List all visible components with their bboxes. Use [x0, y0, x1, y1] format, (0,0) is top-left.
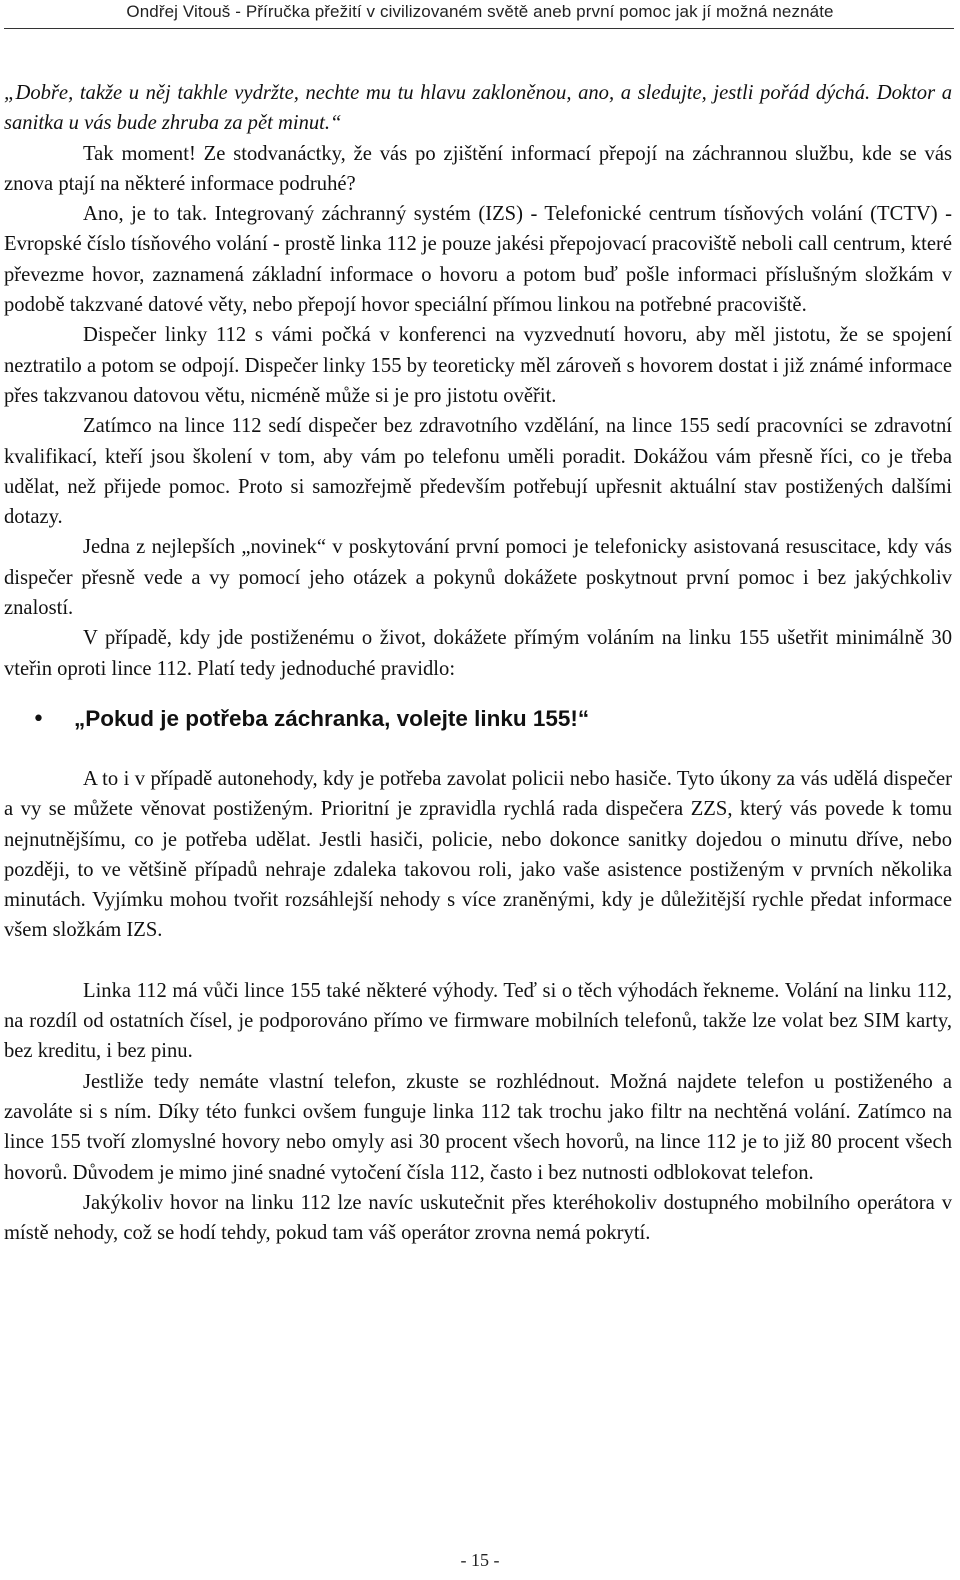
paragraph: Jakýkoliv hovor na linku 112 lze navíc uskutečnit přes kteréhokoliv dostupného mobilního operátora v místě nehody, což se hodí tehdy, pokud tam váš operátor zrovna nemá pokrytí. [4, 1191, 952, 1245]
paragraph: Zatímco na lince 112 sedí dispečer bez zdravotního vzdělání, na lince 155 sedí pracovníci se zdravotní kvalifikací, kteří jsou školení v tom, aby vám po telefonu uměli poradit. Dokážou vám přesně říci, co je třeba udělat, než přijede pomoc. Proto si samozřejmě především potřebují upřesnit aktuální stav postižených dalšími dotazy. [4, 415, 952, 529]
paragraph: V případě, kdy jde postiženému o život, dokážete přímým voláním na linku 155 ušetřit minimálně 30 vteřin oproti lince 112. Platí tedy jednoduché pravidlo: [4, 627, 952, 680]
paragraph: Ano, je to tak. Integrovaný záchranný systém (IZS) - Telefonické centrum tísňových volání (TCTV) - Evropské číslo tísňového volání - prostě linka 112 je pouze jakési přepojovací pracoviště neboli call centrum, které převezme hovor, zaznamená základní informace o hovoru a potom buď pošle informaci příslušným složkám v podobě takzvané datové věty, nebo přepojí hovor speciální přímou linkou na potřebné pracoviště. [4, 203, 952, 317]
paragraph: A to i v případě autonehody, kdy je potřeba zavolat policii nebo hasiče. Tyto úkony za vás udělá dispečer a vy se můžete věnovat postiženým. Prioritní je zpravidla rychlá rada dispečera ZZS, který vás povede k tomu nejnutnějšímu, co je potřeba udělat. Jestli hasiči, policie, nebo dokonce sanitky dojedou o minutu dříve, nebo později, to ve většině případů nehraje zdaleka takovou roli, jako vaše asistence postiženým v prvních několika minutách. Vyjímku mohou tvořit rozsáhlejší nehody s více zraněnými, kdy je důležitější rychle předat informace všem složkám IZS. [4, 767, 952, 942]
running-header: Ondřej Vitouš - Příručka přežití v civilizovaném světě aneb první pomoc jak jí možná neznáte [126, 2, 834, 21]
paragraph: Tak moment! Ze stodvanáctky, že vás po zjištění informací přepojí na záchrannou službu, kde se vás znova ptají na některé informace podruhé? [4, 142, 952, 195]
paragraph: Dispečer linky 112 s vámi počká v konferenci na vyzvednutí hovoru, aby měl jistotu, že se spojení neztratilo a potom se odpojí. Dispečer linky 155 by teoreticky měl zároveň s hovorem dostat i již známé informace přes takzvanou datovou větu, nicméně může si je pro jistotu ověřit. [4, 324, 952, 407]
rule-text: „Pokud je potřeba záchranka, volejte linku 155!“ [74, 705, 590, 731]
paragraph: Jestliže tedy nemáte vlastní telefon, zkuste se rozhlédnout. Možná najdete telefon u postiženého a zavoláte si s ním. Díky této funkci ovšem funguje linka 112 tak trochu jako filtr na nechtěná volání. Zatímco na lince 155 tvoří zlomyslné hovory nebo omyly asi 30 procent všech hovorů, na lince 112 je to již 80 procent všech hovorů. Důvodem je mimo jiné snadné vytočení čísla 112, často i bez nutnosti odblokovat telefon. [4, 1070, 952, 1184]
header-divider [4, 28, 954, 29]
paragraph: Linka 112 má vůči lince 155 také některé výhody. Teď si o těch výhodách řekneme. Volání na linku 112, na rozdíl od ostatních čísel, je podporováno přímo ve firmware mobilních telefonů, takže lze volat bez SIM karty, bez kreditu, i bez pinu. [4, 979, 952, 1063]
bullet-icon: • [32, 706, 45, 732]
rule-bullet [4, 704, 952, 734]
dispatcher-quote: „Dobře, takže u něj takhle vydržte, nechte mu tu hlavu zakloněnou, ano, a sledujte, jestli pořád dýchá. Doktor a sanitka u vás bude zhruba za pět minut.“ [4, 82, 952, 135]
page-number: - 15 - [460, 1550, 500, 1570]
paragraph-spacer [4, 946, 952, 976]
document-body [4, 76, 952, 1248]
paragraph: Jedna z nejlepších „novinek“ v poskytování první pomoci je telefonicky asistovaná resuscitace, kdy vás dispečer přesně vede a vy pomocí jeho otázek a pokynů dokážete poskytnout první pomoc i bez jakýchkoliv znalostí. [4, 536, 952, 620]
